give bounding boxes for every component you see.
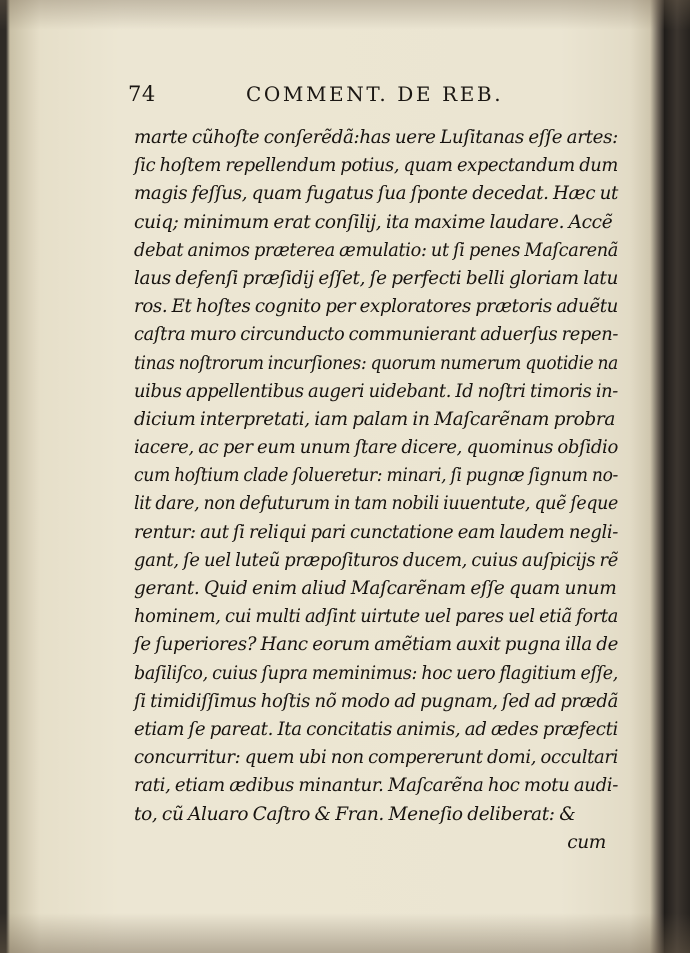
text-line: lit dare, non defuturum in tam nobili iuuentute, quẽ ſeque	[134, 493, 618, 515]
running-head: COMMENT. DE REB.	[246, 82, 504, 106]
text-line: ſic hoſtem repellendum potius, quam expectandum dum	[134, 155, 618, 177]
text-line: gant, ſe uel luteũ præpoſituros ducem, cuius auſpicijs rẽ	[134, 549, 618, 571]
page-number: 74	[128, 82, 156, 106]
text-line: tinas noſtrorum incurſiones: quorum numerum quotidie na	[134, 352, 619, 374]
text-line: cum hoſtium clade ſolueretur: minari, ſi pugnæ ſignum no-	[134, 465, 619, 487]
body-text	[134, 124, 618, 857]
text-line: marte cũhoſte conſerẽdã:has uere Luſitanas eſſe artes:	[134, 127, 619, 148]
text-line: baſiliſco, cuius ſupra meminimus: hoc uero flagitium eſſe,	[134, 662, 618, 684]
text-line: iacere, ac per eum unum ſtare dicere, quominus obſidio	[134, 437, 618, 459]
top-shadow	[0, 0, 690, 30]
text-line: ſi timidiſſimus hoſtis nõ modo ad pugnam, ſed ad prædã	[134, 690, 619, 712]
text-line: laus defenſi præſidij eſſet, ſe perfecti belli gloriam latu	[134, 267, 619, 289]
text-line: uibus appellentibus augeri uidebant. Id noſtri timoris in-	[134, 380, 618, 402]
text-line: dicium interpretati, iam palam in Maſcarẽnam probra	[134, 408, 616, 430]
text-line: rati, etiam ædibus minantur. Maſcarẽna hoc motu audi-	[134, 775, 619, 797]
text-line: ſe ſuperiores? Hanc eorum amẽtiam auxit pugna illa de	[134, 634, 618, 656]
text-line: ros. Et hoſtes cognito per exploratores prætoris aduẽtu	[134, 296, 618, 318]
text-line: caſtra muro circunducto communierant aduerſus repen-	[134, 324, 619, 346]
bottom-shadow	[0, 913, 690, 953]
text-line: hominem, cui multi adſint uirtute uel pares uel etiã forta	[134, 606, 619, 628]
facing-page-edge	[664, 0, 690, 953]
text-line: to, cũ Aluaro Caſtro & Fran. Meneſio deliberat: &	[134, 803, 576, 825]
text-line: debat animos præterea æmulatio: ut ſi penes Maſcarenã	[134, 239, 619, 261]
text-line: etiam ſe pareat. Ita concitatis animis, ad ædes præfecti	[134, 718, 618, 740]
text-line: concurritur: quem ubi non compererunt domi, occultari	[134, 747, 619, 769]
catchword: cum	[567, 831, 606, 853]
text-line: rentur: aut ſi reliqui pari cunctatione eam laudem negli-	[134, 521, 619, 543]
text-line: magis feſſus, quam fugatus ſua ſponte decedat. Hæc ut	[134, 183, 619, 205]
text-line: cuiq; minimum erat conſilij, ita maxime laudare. Accẽ	[134, 211, 613, 233]
text-line: gerant. Quid enim aliud Maſcarẽnam eſſe quam unum	[134, 578, 617, 599]
